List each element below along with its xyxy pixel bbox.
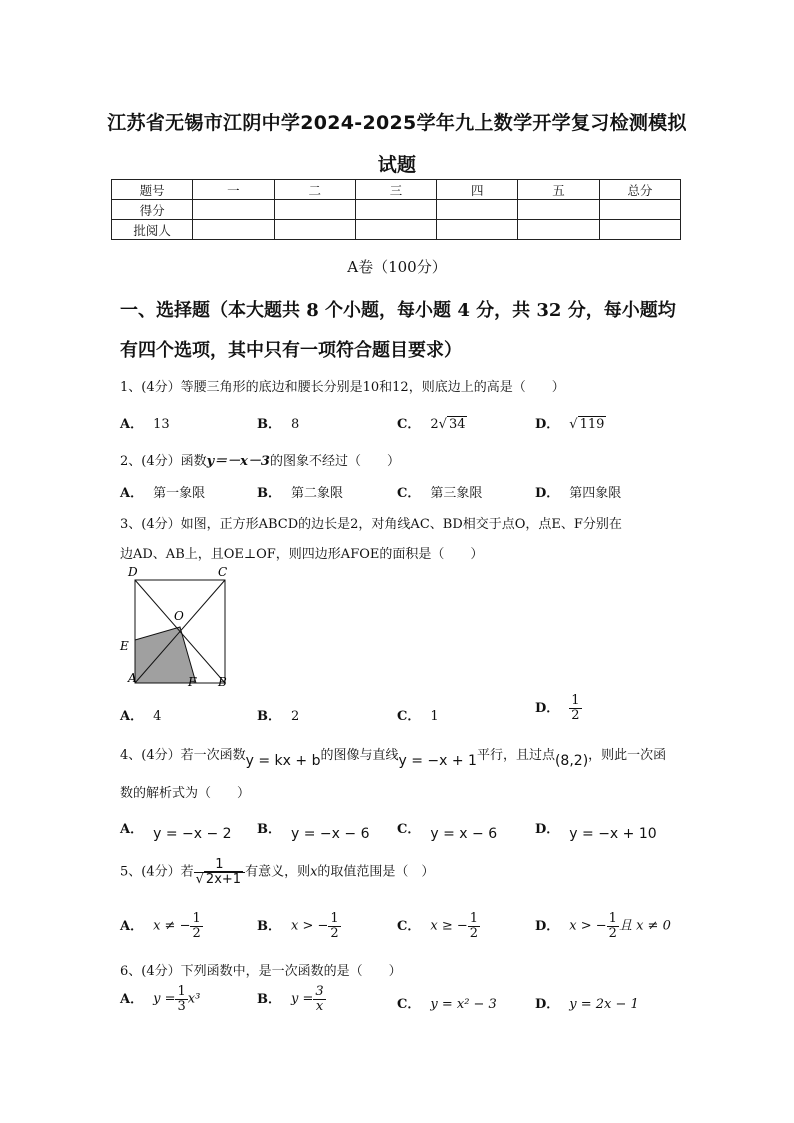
table-cell[interactable]: [193, 200, 274, 220]
square-figure: [116, 564, 236, 692]
section-heading: 一、选择题（本大题共 8 个小题，每小题 4 分，共 32 分，每小题均: [120, 300, 676, 321]
q6-option-a[interactable]: A． y = $\frac{1}{3}$ x³: [120, 984, 201, 1014]
table-cell[interactable]: [437, 220, 518, 240]
q4-option-a[interactable]: A． y = −x − 2: [120, 822, 232, 842]
q3-option-d[interactable]: D． $\frac{1}{2}$: [535, 693, 580, 723]
q6-option-b[interactable]: B． y = $\frac{3}{x}$: [257, 984, 324, 1014]
question-3-stem: 3、(4分）如图，正方形ABCD的边长是2，对角线AC、BD相交于点O，点E、F分别在: [120, 517, 622, 532]
table-cell[interactable]: [193, 220, 274, 240]
label-b: B: [218, 675, 227, 689]
question-2-stem: 2、(4分）函数y＝－x－3的图象不经过（ ）: [120, 454, 400, 469]
table-cell: 得分: [112, 200, 193, 220]
table-cell: 批阅人: [112, 220, 193, 240]
table-cell[interactable]: [599, 220, 680, 240]
q3-option-b[interactable]: B． 2: [257, 709, 300, 724]
q6-option-c[interactable]: C． y = x² − 3: [397, 997, 497, 1012]
q1-option-d[interactable]: D． √ 119: [535, 417, 605, 432]
q5-option-d[interactable]: D． x > − $\frac{1}{2}$ 且 x ≠ 0: [535, 911, 671, 941]
q4-option-b[interactable]: B． y = −x − 6: [257, 822, 370, 842]
q5-option-c[interactable]: C． x ≥ − $\frac{1}{2}$: [397, 911, 479, 941]
table-row: [112, 180, 681, 200]
label-d: D: [128, 565, 138, 579]
q1-option-a[interactable]: A． 13: [120, 417, 170, 432]
table-cell[interactable]: [274, 220, 355, 240]
q4-option-c[interactable]: C． y = x − 6: [397, 822, 498, 842]
page-title-cont: 试题: [377, 154, 417, 176]
question-3-stem-cont: 边AD、AB上，且OE⊥OF，则四边形AFOE的面积是（ ）: [120, 547, 484, 562]
table-cell: 五: [518, 180, 599, 200]
label-e: E: [120, 639, 129, 653]
table-cell[interactable]: [518, 220, 599, 240]
label-o: O: [174, 609, 184, 623]
table-cell[interactable]: [355, 220, 436, 240]
table-cell: 一: [193, 180, 274, 200]
question-1-stem: 1、(4分）等腰三角形的底边和腰长分别是10和12，则底边上的高是（ ）: [120, 380, 565, 395]
q2-option-c[interactable]: C． 第三象限: [397, 486, 483, 501]
label-c: C: [218, 565, 228, 579]
q5-option-b[interactable]: B． x > − $\frac{1}{2}$: [257, 911, 339, 941]
shaded-quadrilateral: [135, 627, 196, 683]
page-title: 江苏省无锡市江阴中学2024-2025学年九上数学开学复习检测模拟: [107, 112, 687, 134]
table-row: [112, 200, 681, 220]
q3-option-a[interactable]: A． 4: [120, 709, 162, 724]
q2-option-a[interactable]: A． 第一象限: [120, 486, 206, 501]
q6-option-d[interactable]: D． y = 2x − 1: [535, 997, 639, 1012]
table-row: [112, 220, 681, 240]
table-cell: 题号: [112, 180, 193, 200]
table-cell: 四: [437, 180, 518, 200]
q5-option-a[interactable]: A． x ≠ − $\frac{1}{2}$: [120, 911, 201, 941]
question-4-stem: 4、(4分）若一次函数y = kx + b的图像与直线y = −x + 1平行，且过点(8,2)，则此一次函: [120, 748, 667, 769]
question-5-stem: 5、(4分）若 $\frac{1}{√ 2x+1}$ 有意义，则x的取值范围是（ ）: [120, 857, 435, 887]
table-cell[interactable]: [274, 200, 355, 220]
score-table: [111, 179, 681, 240]
question-4-stem-cont: 数的解析式为（ ）: [120, 786, 251, 801]
q1-option-c[interactable]: C． 2√ 34: [397, 417, 466, 432]
table-cell[interactable]: [437, 200, 518, 220]
q1-option-b[interactable]: B． 8: [257, 417, 300, 432]
q2-option-b[interactable]: B． 第二象限: [257, 486, 344, 501]
q4-option-d[interactable]: D． y = −x + 10: [535, 822, 657, 842]
table-cell[interactable]: [518, 200, 599, 220]
table-cell[interactable]: [355, 200, 436, 220]
table-cell: 总分: [599, 180, 680, 200]
section-heading-cont: 有四个选项，其中只有一项符合题目要求）: [120, 340, 462, 361]
question-6-stem: 6、(4分）下列函数中，是一次函数的是（ ）: [120, 964, 402, 979]
label-a: A: [128, 671, 137, 685]
volume-heading: A卷（100分）: [347, 258, 447, 276]
table-cell[interactable]: [599, 200, 680, 220]
label-f: F: [188, 675, 197, 689]
q3-option-c[interactable]: C． 1: [397, 709, 439, 724]
table-cell: 二: [274, 180, 355, 200]
table-cell: 三: [355, 180, 436, 200]
q2-option-d[interactable]: D． 第四象限: [535, 486, 622, 501]
